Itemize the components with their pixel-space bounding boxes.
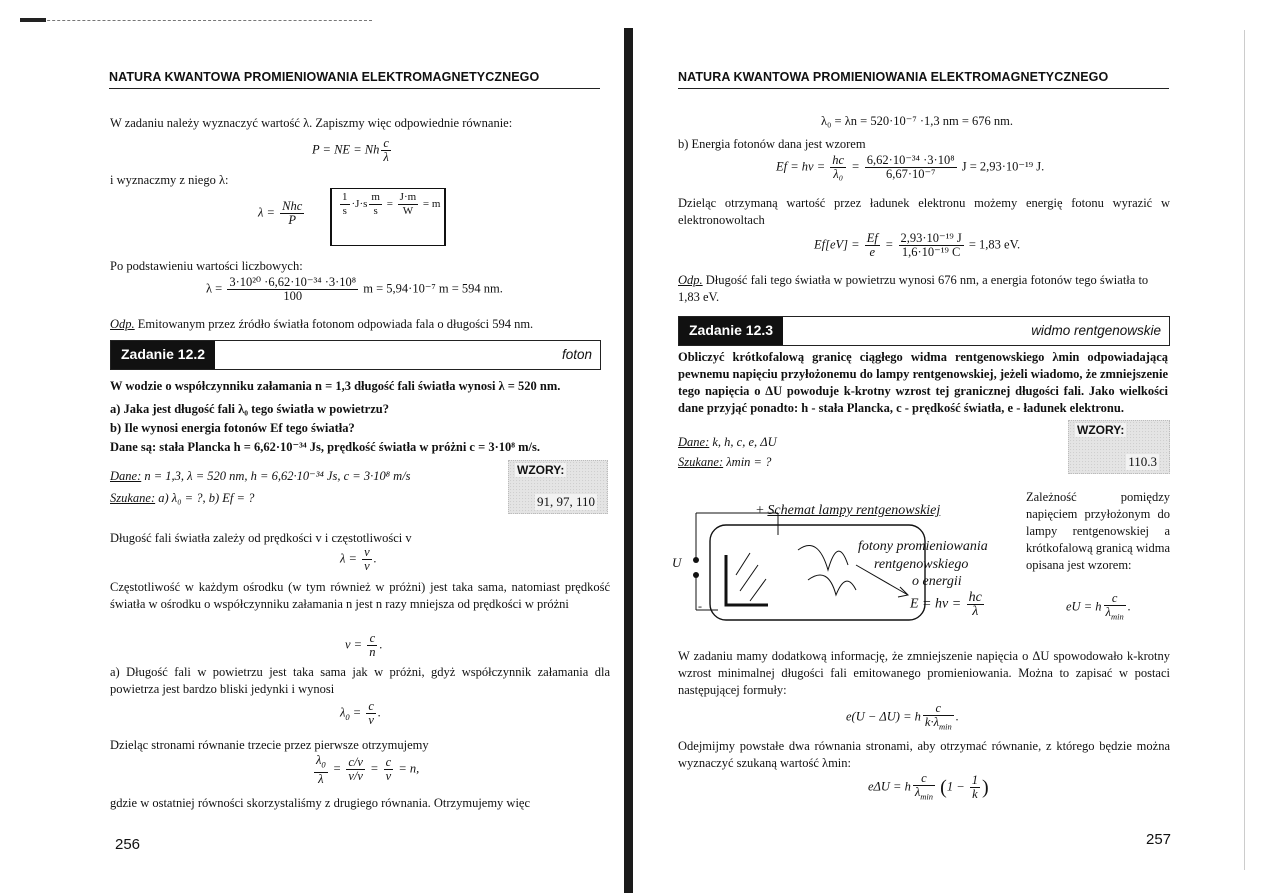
paragraph: gdzie w ostatniej równości skorzystaliśmy z drugiego równania. Otrzymujemy więc <box>110 796 531 810</box>
diagram-voltage: U <box>672 555 682 570</box>
equation: eΔU = h c $\lambda_{min}$ (1 − $\frac{1}{k}$ ) <box>868 771 989 802</box>
diagram-title: Schemat lampy rentgenowskiej <box>767 503 941 518</box>
paragraph: W zadaniu mamy dodatkową informację, że zmniejszenie napięcia o ΔU spowodowało k-krotny wzrost minimalnej długości fali emitowanego promieniowania. Można to zapisać w postaci następującej formuły: <box>678 649 1170 697</box>
answer <box>110 316 600 333</box>
paragraph: b) Energia fotonów dana jest wzorem <box>678 137 866 151</box>
task-category: widmo rentgenowskie <box>1031 323 1161 338</box>
paragraph: Długość fali światła zależy od prędkości v i częstotliwości v <box>110 531 412 545</box>
formulas-numbers: 110.3 <box>1128 454 1157 469</box>
paragraph: Odejmijmy powstałe dwa równania stronami, aby otrzymać równanie, z którego będzie można wyznaczyć szukaną wartość λmin: <box>678 739 1170 770</box>
equation: v = $\frac{c}{n}$ . <box>345 631 383 659</box>
task-banner <box>678 316 1170 346</box>
equation: Ef = hv = $\frac{hc}{\text{λ₀}}$ = $\frac{\text{6,62·10⁻³⁴ ·3·10⁸}}{\text{6,67·10⁻⁷}}$ J = 2,93·10⁻¹⁹ J. <box>776 153 1045 181</box>
diagram-equation: E = hv = $\frac{hc}{\lambda}$ <box>910 590 982 619</box>
sought-line <box>678 454 771 471</box>
equation: eU = h c $\lambda_{min}$ . <box>1066 591 1131 622</box>
formulas-label: WZORY: <box>1077 423 1125 437</box>
equation: P = NE = Nh $\frac{c}{\lambda}$ <box>312 136 389 164</box>
equation: $\frac{\lambda_0}{\lambda}$ = $\frac{c/v}{v/v}$ = $\frac{c}{v}$ = n, <box>316 753 420 786</box>
equation: $\lambda_0$ = $\frac{c}{v}$ . <box>340 699 382 727</box>
sought-label: Szukane: <box>110 491 156 505</box>
given-line <box>678 434 777 451</box>
xray-tube-diagram <box>672 495 1023 625</box>
sought-label: Szukane: <box>678 455 724 469</box>
left-page <box>0 0 625 893</box>
task-category: foton <box>561 347 592 362</box>
page-number: 256 <box>115 836 141 853</box>
paragraph: Dzieląc otrzymaną wartość przez ładunek elektronu możemy energię fotonu wyrazić w elektronowoltach <box>678 196 1170 227</box>
diagram-minus: - <box>698 599 702 613</box>
book-gutter <box>624 28 633 893</box>
task-line: W wodzie o współczynniku załamania n = 1,3 długość fali światła wynosi λ = 520 nm. <box>110 379 561 393</box>
answer-label: Odp. <box>110 317 135 331</box>
paragraph: Po podstawieniu wartości liczbowych: <box>110 259 303 273</box>
answer-text: Emitowanym przez źródło światła fotonom odpowiada fala o długości 594 nm. <box>137 317 534 331</box>
paragraph: a) Długość fali w powietrzu jest taka sama jak w próżni, gdyż współczynnik załamania dla powietrza jest bardzo bliski jedynki i wynosi <box>110 665 610 696</box>
frac-den: 1,6·10⁻¹⁹ C <box>901 245 961 259</box>
given-label: Dane: <box>678 435 710 449</box>
formulas-box <box>1068 420 1170 474</box>
frac-den: e <box>869 245 876 259</box>
eq-lhs: Ef = hv = <box>776 159 826 174</box>
eq-result: J = 2,93·10⁻¹⁹ J. <box>961 159 1045 174</box>
paragraph: W zadaniu należy wyznaczyć wartość λ. Zapiszmy więc odpowiednie równanie: <box>110 116 513 130</box>
task-banner <box>110 340 601 370</box>
task-tag: Zadanie 12.3 <box>679 317 783 345</box>
task-tag: Zadanie 12.2 <box>111 341 215 369</box>
answer <box>678 272 1170 306</box>
answer-text: Długość fali tego światła w powietrzu wynosi 676 nm, a energia fotonów tego światła to 1,83 eV. <box>678 273 1149 304</box>
paragraph: Częstotliwość w każdym ośrodku (w tym również w próżni) jest taka sama, natomiast prędkość światła w ośrodku o współczynniku załamania n jest n razy mniejsza od prędkości w próżni <box>110 580 610 611</box>
paragraph: i wyznaczmy z niego λ: <box>110 173 229 187</box>
sought-line <box>110 490 254 507</box>
given-line <box>110 468 411 485</box>
given-text: n = 1,3, λ = 520 nm, h = 6,62·10⁻³⁴ Js, c = 3·10⁸ m/s <box>144 469 411 483</box>
equation: Ef[eV] = $\frac{Ef}{e}$ = $\frac{\text{2,93·10⁻¹⁹ J}}{\text{1,6·10⁻¹⁹ C}}$ = 1,83 eV. <box>814 231 1021 259</box>
equation: e(U − ΔU) = h c $k\cdot\lambda_{min}$ . <box>846 701 959 732</box>
diagram-label: rentgenowskiego <box>874 557 969 572</box>
diagram-plus: + <box>756 503 764 518</box>
equation: λ = Nhc P <box>258 199 303 227</box>
frac-den: 6,67·10⁻⁷ <box>885 167 936 181</box>
paragraph: Dzieląc stronami równanie trzecie przez pierwsze otrzymujemy <box>110 738 429 752</box>
diagram-label: o energii <box>912 574 962 589</box>
eq-numerator: 3·10²⁰ ·6,62·10⁻³⁴ ·3·10⁸ <box>229 275 357 289</box>
task-text: Obliczyć krótkofalową granicę ciągłego widma rentgenowskiego λmin odpowiadającą pewnemu napięciu przyłożonemu do lampy rentgenowskiej, jeżeli wiadomo, że zmniejszenie tego napięcia o ΔU powoduje k-krotny wzrost tej granicznej długości fali. Jako wielkości dane przyjąć ponadto: h - stała Plancka, c - prędkość światła, e - ładunek elektronu. <box>678 350 1168 415</box>
frac-num: 6,62·10⁻³⁴ ·3·10⁸ <box>866 153 955 167</box>
eq-lhs: Ef[eV] = <box>814 237 860 252</box>
equation: λ = $\frac{v}{v}$ . <box>340 545 377 573</box>
task-line: Dane są: stała Plancka h = 6,62·10⁻³⁴ Js, prędkość światła w próżni c = 3·10⁸ m/s. <box>110 440 541 454</box>
given-text: k, h, c, e, ΔU <box>712 435 777 449</box>
right-page <box>636 0 1263 893</box>
frac-num: Ef <box>866 231 878 245</box>
running-header: NATURA KWANTOWA PROMIENIOWANIA ELEKTROMAGNETYCZNEGO <box>109 70 600 89</box>
page-edge <box>1244 30 1245 870</box>
running-header: NATURA KWANTOWA PROMIENIOWANIA ELEKTROMAGNETYCZNEGO <box>678 70 1169 89</box>
diagram-label: fotony promieniowania <box>858 539 988 554</box>
frac-num: hc <box>832 153 845 167</box>
eq-result: = 1,83 eV. <box>968 237 1021 252</box>
eq-denominator: 100 <box>283 289 303 303</box>
side-paragraph: Zależność pomiędzy napięciem przyłożonym do lampy rentgenowskiej a krótkofalową granicą widma opisana jest wzorem: <box>1026 490 1170 572</box>
formulas-numbers: 91, 97, 110 <box>536 494 595 509</box>
page-number: 257 <box>1146 831 1172 848</box>
sought-text: a) λ₀ = ?, b) Ef = ? <box>158 491 255 505</box>
formulas-label: WZORY: <box>517 463 565 477</box>
diagram-title-line <box>756 503 940 519</box>
task-line: a) Jaka jest długość fali λ₀ tego światła w powietrzu? <box>110 402 389 416</box>
task-line: b) Ile wynosi energia fotonów Ef tego światła? <box>110 421 355 435</box>
unit-bracket: $\frac{1}{s}$ ·J·s $\frac{m}{s}$ = $\frac{J\cdot m}{W}$ = m <box>330 188 446 246</box>
answer-label: Odp. <box>678 273 703 287</box>
sought-text: λmin = ? <box>726 455 772 469</box>
equation: λ₀ = λn = 520·10⁻⁷ ·1,3 nm = 676 nm. <box>821 114 1013 128</box>
given-label: Dane: <box>110 469 142 483</box>
equation: λ = $\frac{\text{3·10²⁰ ·6,62·10⁻³⁴ ·3·10⁸}}{100}$ m = 5,94·10⁻⁷ m = 594 nm. <box>206 275 503 303</box>
formulas-box <box>508 460 608 514</box>
frac-num: 2,93·10⁻¹⁹ J <box>900 231 962 245</box>
eq-result: m = 5,94·10⁻⁷ m = 594 nm. <box>363 281 503 296</box>
frac-den: λ₀ <box>833 167 844 181</box>
